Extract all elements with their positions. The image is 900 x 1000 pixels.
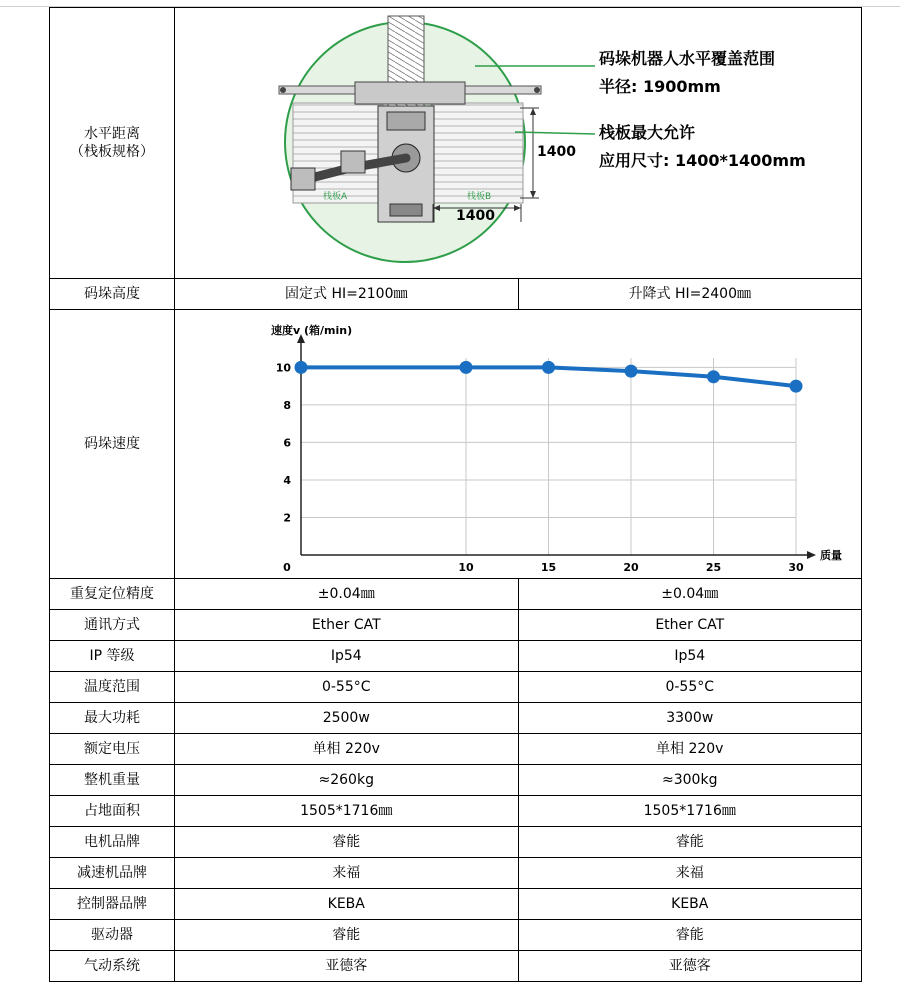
row-label: 最大功耗: [50, 703, 175, 734]
row-value-fixed: ≈260kg: [175, 765, 519, 796]
row-label: 额定电压: [50, 734, 175, 765]
row-label: 电机品牌: [50, 827, 175, 858]
data-point: [707, 370, 720, 383]
data-point: [542, 361, 555, 374]
row-value-fixed: 亚德客: [175, 951, 519, 982]
row-label: 占地面积: [50, 796, 175, 827]
row-value-fixed: 1505*1716㎜: [175, 796, 519, 827]
row-value-lift: 3300w: [518, 703, 862, 734]
table-row: [50, 610, 862, 641]
row-value-fixed: 0-55°C: [175, 672, 519, 703]
row-stack-height: [50, 279, 862, 310]
x-tick-label: 10: [458, 561, 474, 574]
row-label: 驱动器: [50, 920, 175, 951]
pallet-title: 栈板最大允许: [599, 123, 696, 142]
y-tick-label: 4: [283, 473, 291, 487]
y-tick-label: 2: [283, 511, 291, 525]
row-label: 整机重量: [50, 765, 175, 796]
y-tick-label: 8: [283, 398, 291, 412]
x-axis-arrow: [807, 551, 816, 559]
coverage-diagram-cell: [175, 8, 862, 279]
row-value-lift: Ether CAT: [518, 610, 862, 641]
row-value-fixed: 睿能: [175, 920, 519, 951]
row-value-fixed: 单相 220v: [175, 734, 519, 765]
rail-carriage: [355, 82, 465, 104]
data-point: [790, 380, 803, 393]
row-value-lift: ≈300kg: [518, 765, 862, 796]
row-value-lift: 睿能: [518, 827, 862, 858]
spec-table: [49, 7, 862, 982]
x-tick-label: 30: [788, 561, 804, 574]
table-row: [50, 920, 862, 951]
row-value-fixed: 睿能: [175, 827, 519, 858]
row-stack-speed: [50, 310, 862, 579]
value-stack-height-fixed: 固定式 HI=2100㎜: [175, 279, 519, 310]
row-value-lift: 来福: [518, 858, 862, 889]
value-stack-height-lift: 升降式 HI=2400㎜: [518, 279, 862, 310]
label-line-1: 水平距离: [84, 126, 140, 142]
row-label: IP 等级: [50, 641, 175, 672]
row-value-fixed: 2500w: [175, 703, 519, 734]
speed-chart: [175, 310, 862, 578]
row-value-fixed: Ether CAT: [175, 610, 519, 641]
row-value-fixed: KEBA: [175, 889, 519, 920]
row-label: 减速机品牌: [50, 858, 175, 889]
data-point: [625, 365, 638, 378]
label-stack-speed: 码垛速度: [50, 310, 175, 579]
dimension-horizontal: 1400: [456, 208, 495, 224]
row-label: 气动系统: [50, 951, 175, 982]
x-tick-label: 25: [705, 561, 722, 574]
row-value-lift: 亚德客: [518, 951, 862, 982]
row-label: 通讯方式: [50, 610, 175, 641]
pallet-b-shape: [431, 103, 523, 203]
row-value-lift: 0-55°C: [518, 672, 862, 703]
table-row: [50, 641, 862, 672]
y-tick-label: 6: [283, 436, 291, 450]
dimension-vertical: 1400: [537, 144, 576, 160]
row-value-lift: ±0.04㎜: [518, 579, 862, 610]
row-value-lift: 单相 220v: [518, 734, 862, 765]
pallet-callout-line: [515, 132, 595, 134]
table-row: [50, 579, 862, 610]
table-row: [50, 827, 862, 858]
y-axis-label: 速度v (箱/min): [271, 324, 353, 337]
table-row: [50, 703, 862, 734]
table-row: [50, 858, 862, 889]
label-horizontal-distance: [50, 8, 175, 279]
label-stack-height: 码垛高度: [50, 279, 175, 310]
row-label: 温度范围: [50, 672, 175, 703]
coverage-title: 码垛机器人水平覆盖范围: [599, 49, 776, 68]
row-value-lift: KEBA: [518, 889, 862, 920]
coverage-diagram: [175, 8, 862, 278]
x-tick-label: 20: [623, 561, 639, 574]
row-label: 重复定位精度: [50, 579, 175, 610]
coverage-radius: 半径: 1900mm: [599, 77, 721, 96]
data-point: [295, 361, 308, 374]
x-axis-label: 质量: [820, 549, 842, 562]
row-value-fixed: 来福: [175, 858, 519, 889]
table-row: [50, 951, 862, 982]
row-value-fixed: ±0.04㎜: [175, 579, 519, 610]
table-row: [50, 889, 862, 920]
pallet-size: 应用尺寸: 1400*1400mm: [599, 151, 806, 170]
row-value-lift: 1505*1716㎜: [518, 796, 862, 827]
x-tick-label: 15: [540, 561, 557, 574]
row-value-lift: 睿能: [518, 920, 862, 951]
table-row: [50, 672, 862, 703]
pallet-b-label: 栈板B: [467, 192, 492, 202]
spec-rows: [50, 579, 862, 982]
x-tick-label: 0: [283, 561, 291, 574]
row-label: 控制器品牌: [50, 889, 175, 920]
row-value-fixed: Ip54: [175, 641, 519, 672]
speed-chart-cell: [175, 310, 862, 579]
table-row: [50, 765, 862, 796]
table-row: [50, 734, 862, 765]
pallet-a-label: 栈板A: [323, 192, 348, 202]
label-line-2: （栈板规格）: [70, 144, 154, 160]
table-row: [50, 796, 862, 827]
data-point: [460, 361, 473, 374]
y-tick-label: 10: [275, 361, 291, 375]
row-value-lift: Ip54: [518, 641, 862, 672]
row-horizontal-distance: [50, 8, 862, 279]
